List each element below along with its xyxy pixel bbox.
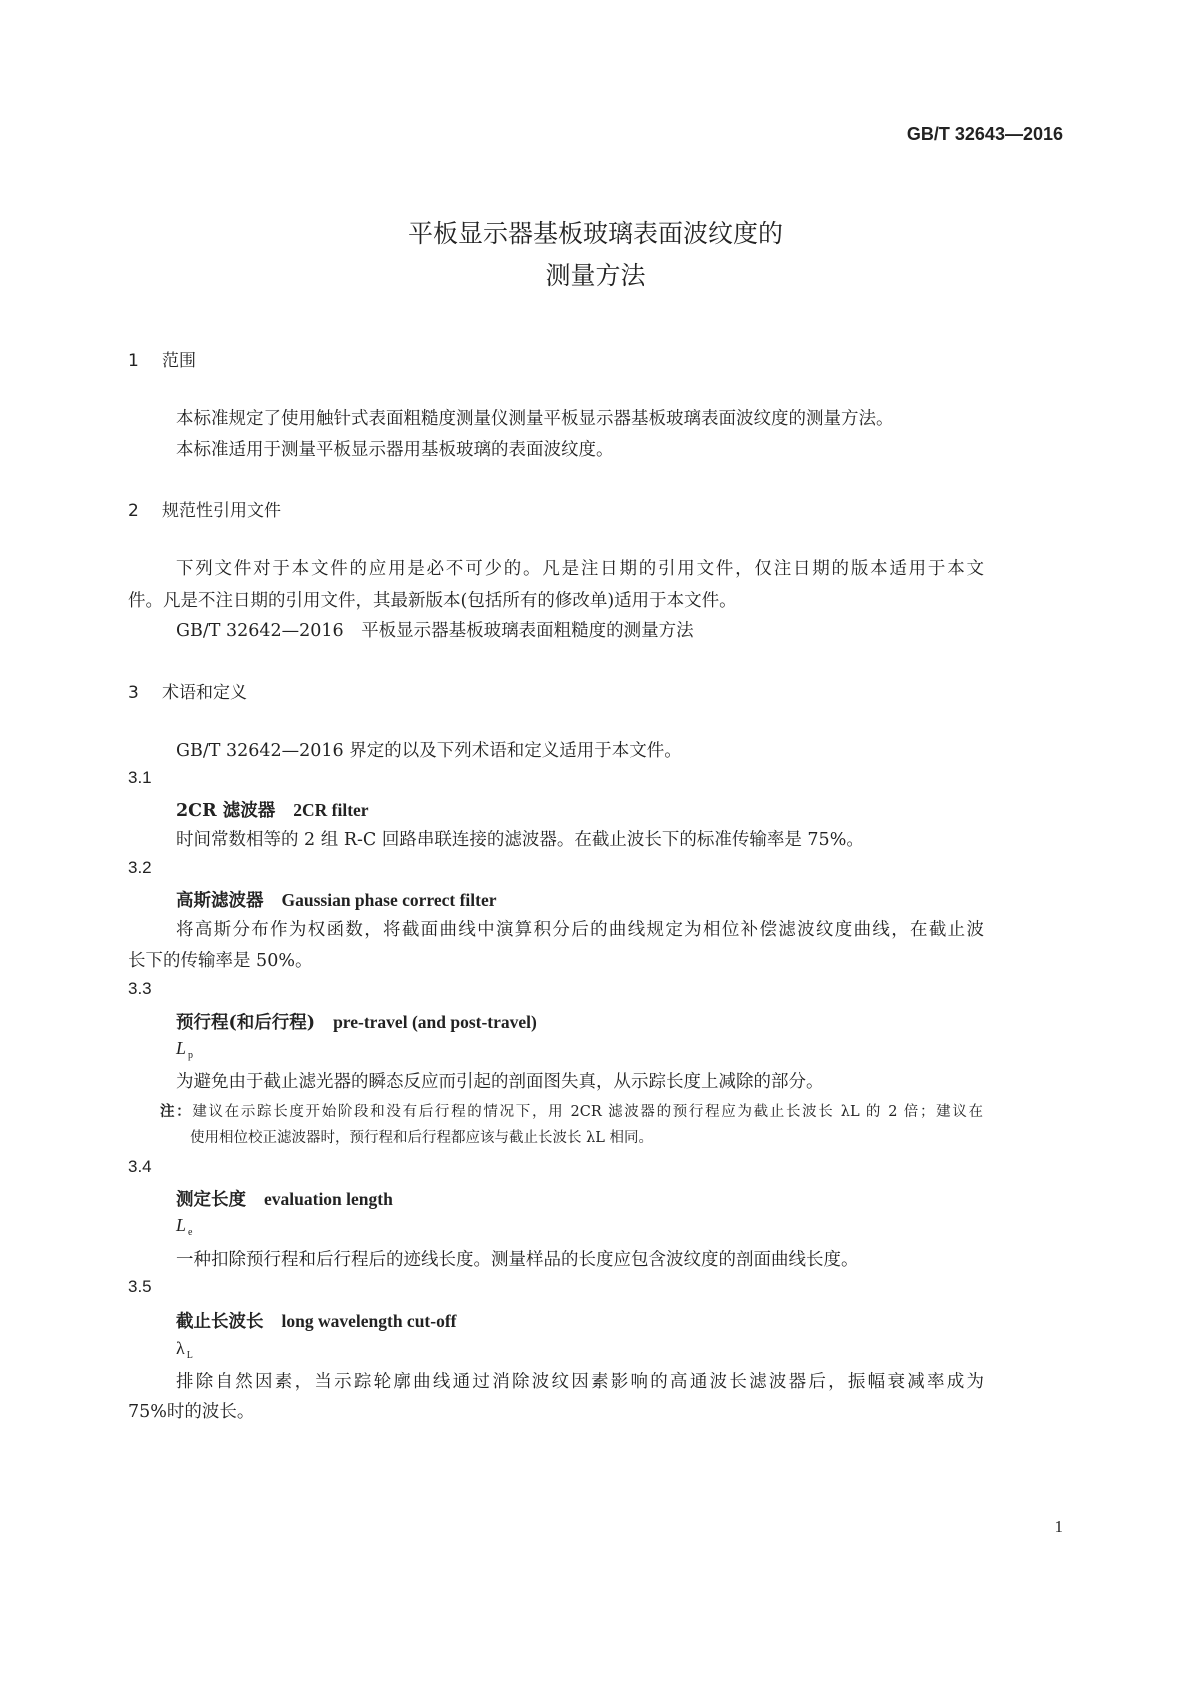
term-heading [176, 797, 369, 822]
term-definition: 为避免由于截止滤光器的瞬态反应而引起的剖面图失真，从示踪长度上减除的部分。 [176, 1072, 824, 1092]
clause-number: 3.5 [128, 1277, 152, 1296]
term-definition: 一种扣除预行程和后行程后的迹线长度。测量样品的长度应包含波纹度的剖面曲线长度。 [176, 1250, 859, 1270]
symbol-subscript: L [186, 1350, 193, 1361]
term-zh: 测定长度 [176, 1190, 246, 1210]
term-en: Gaussian phase correct filter [281, 890, 497, 910]
normative-reference: GB/T 32642—2016 平板显示器基板玻璃表面粗糙度的测量方法 [176, 621, 694, 641]
term-zh: 2CR 滤波器 [176, 801, 276, 821]
term-zh: 截止长波长 [176, 1312, 264, 1332]
standard-number: GB/T 32643—2016 [906, 124, 1063, 144]
term-definition: 将高斯分布作为权函数，将截面曲线中演算积分后的曲线规定为相位补偿滤波纹度曲线，在截止波 [176, 920, 984, 940]
symbol-base: L [176, 1215, 187, 1235]
term-en: pre-travel (and post-travel) [333, 1012, 537, 1032]
section-2-heading [128, 496, 281, 521]
symbol-subscript: e [188, 1227, 193, 1238]
symbol-subscript: p [188, 1050, 194, 1061]
clause-number: 3.2 [128, 858, 152, 877]
paragraph: 本标准规定了使用触针式表面粗糙度测量仪测量平板显示器基板玻璃表面波纹度的测量方法。 [176, 409, 894, 429]
term-symbol [176, 1338, 193, 1361]
note [160, 1100, 983, 1121]
term-definition: 长下的传输率是 50%。 [128, 951, 313, 971]
section-title: 规范性引用文件 [162, 501, 281, 521]
term-heading [176, 887, 497, 912]
clause-number: 3.4 [128, 1157, 152, 1176]
term-definition: 排除自然因素，当示踪轮廓曲线通过消除波纹因素影响的高通波长滤波器后，振幅衰减率成为 [176, 1372, 984, 1392]
note-continuation: 使用相位校正滤波器时，预行程和后行程都应该与截止长波长 λL 相同。 [190, 1130, 654, 1146]
note-label: 注： [160, 1103, 193, 1120]
paragraph: 下列文件对于本文件的应用是必不可少的。凡是注日期的引用文件，仅注日期的版本适用于本文 [176, 559, 984, 579]
term-symbol [176, 1215, 192, 1238]
term-heading [176, 1186, 393, 1211]
clause-number: 3.3 [128, 979, 152, 998]
paragraph: 件。凡是不注日期的引用文件，其最新版本(包括所有的修改单)适用于本文件。 [128, 591, 737, 611]
section-title: 范围 [162, 351, 196, 371]
section-number: 3 [128, 683, 139, 703]
document-title-line1: 平板显示器基板玻璃表面波纹度的 [407, 219, 783, 248]
document-title-line2: 测量方法 [545, 261, 646, 290]
term-zh: 高斯滤波器 [176, 891, 264, 911]
paragraph: 本标准适用于测量平板显示器用基板玻璃的表面波纹度。 [176, 440, 614, 460]
term-en: 2CR filter [293, 800, 369, 820]
page-number: 1 [1054, 1517, 1063, 1536]
term-zh: 预行程(和后行程) [176, 1013, 316, 1033]
paragraph: GB/T 32642—2016 界定的以及下列术语和定义适用于本文件。 [176, 741, 682, 761]
section-number: 1 [128, 351, 139, 371]
term-heading [176, 1308, 456, 1333]
term-heading [176, 1009, 537, 1034]
term-definition: 时间常数相等的 2 组 R-C 回路串联连接的滤波器。在截止波长下的标准传输率是 75%。 [176, 830, 864, 850]
section-1-heading [128, 346, 196, 371]
term-definition: 75%时的波长。 [128, 1402, 255, 1422]
symbol-base: L [176, 1038, 187, 1058]
clause-number: 3.1 [128, 768, 152, 787]
section-number: 2 [128, 501, 139, 521]
symbol-base: λ [176, 1338, 185, 1358]
term-en: long wavelength cut-off [281, 1311, 457, 1331]
term-en: evaluation length [264, 1189, 393, 1209]
section-3-heading [128, 678, 247, 703]
note-text: 建议在示踪长度开始阶段和没有后行程的情况下，用 2CR 滤波器的预行程应为截止长波长 λL 的 2 倍；建议在 [192, 1104, 983, 1120]
section-title: 术语和定义 [162, 683, 247, 703]
term-symbol [176, 1038, 193, 1061]
